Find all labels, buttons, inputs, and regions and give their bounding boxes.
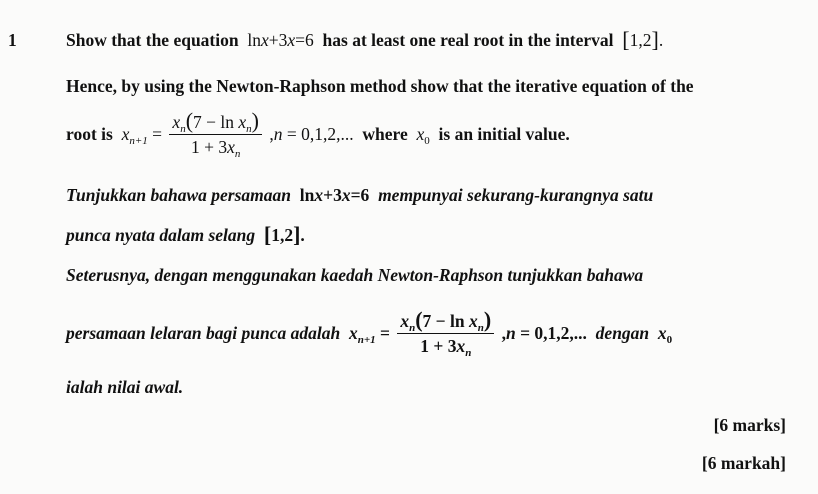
iteration-tail-en: ,n = 0,1,2,...: [269, 124, 358, 144]
ms-line-3: Seterusnya, dengan menggunakan kaedah Newton-Raphson tunjukkan bahawa: [66, 265, 644, 285]
ms-line-1: [66, 184, 653, 206]
ms-line2-prefix: punca nyata dalam selang: [66, 225, 256, 245]
iteration-fraction-en: [169, 109, 262, 159]
ms-line4-mid: dengan: [595, 323, 650, 343]
ms-line1-suffix: mempunyai sekurang-kurangnya satu: [378, 185, 654, 205]
iteration-lhs-ms: $x_{n+1}$ =: [348, 323, 390, 346]
en-line1-mid: has at least one real root in the interval: [322, 30, 614, 50]
ms-line1-prefix: Tunjukkan bahawa persamaan: [66, 185, 291, 205]
iteration-denominator-ms: $1 + 3x_n$: [420, 336, 472, 359]
en-line-3: [66, 109, 570, 159]
marks-ms: [6 markah]: [701, 453, 786, 473]
interval-en: [1,2].: [622, 27, 664, 52]
iteration-numerator-ms: $x_n(7 - \ln x_n)$: [397, 308, 494, 334]
iteration-denominator-en: $1 + 3x_n$: [191, 137, 241, 160]
ms-line-4: [66, 308, 672, 358]
en-line-1: [66, 29, 663, 51]
ms-line-2: [66, 224, 305, 246]
x0-en: $x_0$: [416, 124, 430, 147]
question-number: 1: [8, 30, 17, 50]
en-line3-suffix: is an initial value.: [438, 124, 570, 144]
equation-ln-ms: lnx+3x=6: [295, 185, 374, 205]
ms-line4-prefix: persamaan lelaran bagi punca adalah: [66, 323, 341, 343]
en-line3-mid: where: [362, 124, 408, 144]
equation-ln-en: lnx+3x=6: [242, 30, 319, 50]
iteration-tail-ms: ,n = 0,1,2,...: [501, 323, 592, 343]
en-line1-prefix: Show that the equation: [66, 30, 239, 50]
marks-en: [6 marks]: [713, 415, 786, 435]
interval-ms: [1,2].: [263, 222, 305, 247]
en-line3-prefix: root is: [66, 124, 113, 144]
en-line-2: Hence, by using the Newton-Raphson method show that the iterative equation of the: [66, 76, 694, 96]
iteration-fraction-ms: [397, 308, 494, 358]
x0-ms: $x_0$: [657, 323, 673, 346]
iteration-numerator-en: $x_n(7 - \ln x_n)$: [169, 109, 262, 135]
ms-line-5: ialah nilai awal.: [66, 377, 184, 397]
iteration-lhs-en: $x_{n+1}$ =: [121, 124, 163, 147]
